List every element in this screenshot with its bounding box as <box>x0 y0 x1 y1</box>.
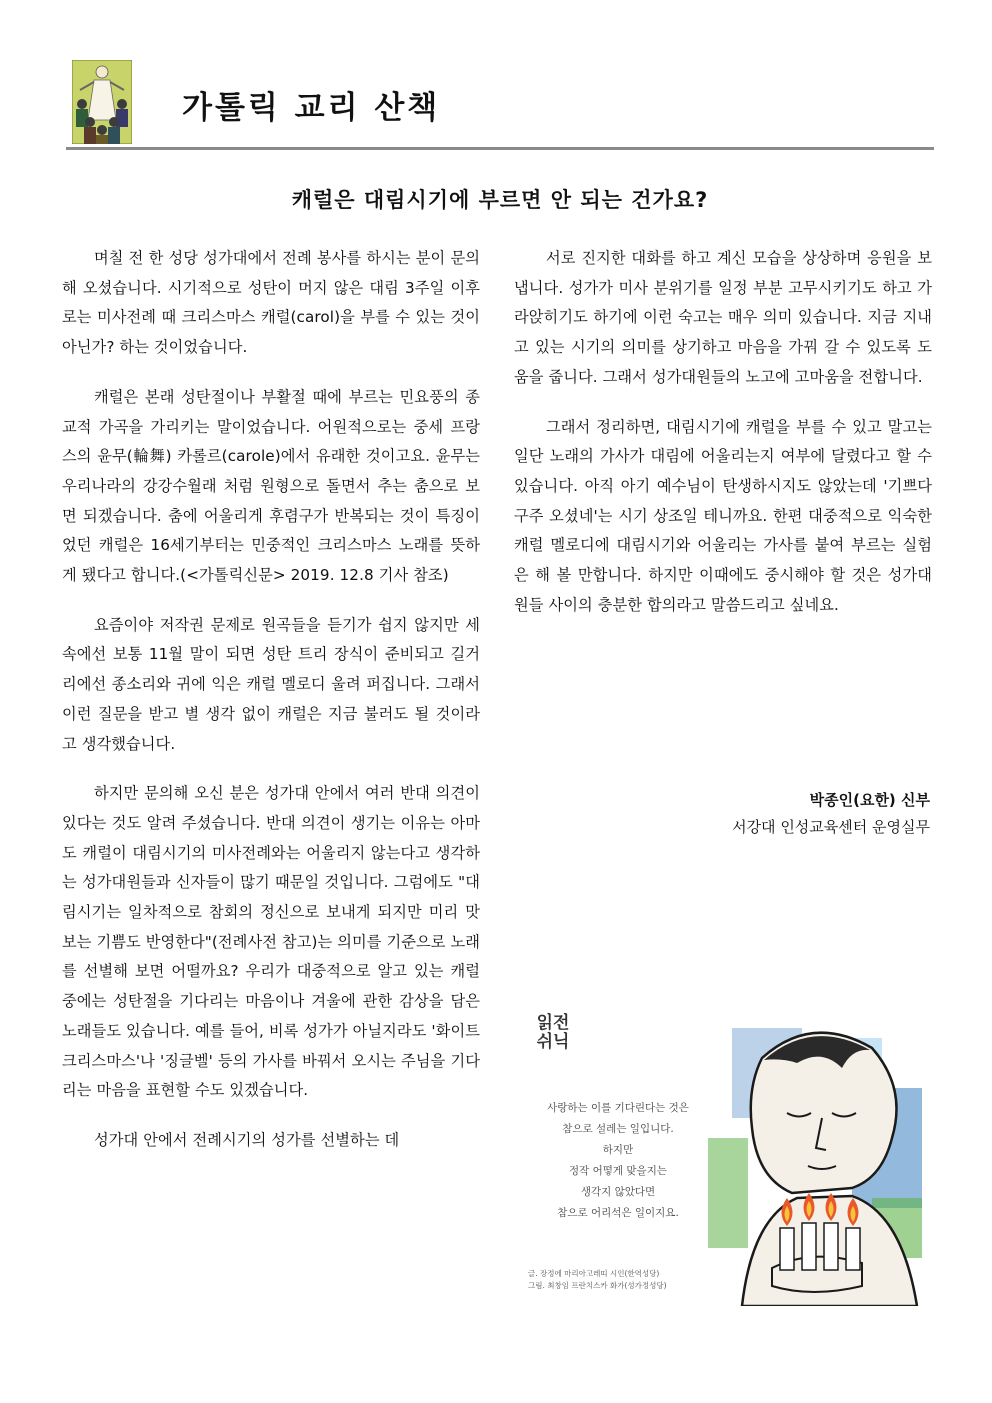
header-divider <box>66 147 934 150</box>
credit-line: 그림. 최창임 프란치스카 화가(성가정성당) <box>528 1281 667 1290</box>
poem-line: 참으로 어리석은 일이지요. <box>557 1207 679 1219</box>
advent-poster <box>514 1012 934 1308</box>
poster-poem <box>538 1098 698 1224</box>
article-column-left <box>62 244 480 1156</box>
poster-credits <box>528 1268 667 1292</box>
poem-line: 사랑하는 이를 기다린다는 것은 <box>547 1102 689 1114</box>
article-title: 캐럴은 대림시기에 부르면 안 되는 건가요? <box>291 188 709 212</box>
praying-figure-with-candles-illustration <box>702 1018 934 1306</box>
page-title: 가톨릭 교리 산책 <box>182 90 441 126</box>
paragraph: 하지만 문의해 오신 분은 성가대 안에서 여러 반대 의견이 있다는 것도 알려 주셨습니다. 반대 의견이 생기는 이유는 아마도 캐럴이 대림시기의 미사전례와는 어울리지 않는다고 생각하는 성가대원들과 신자들이 많기 때문일 것입니다. 그럼에도 "대림시기는 일차적으로 참회의 정신으로 보내게 되지만 미리 맛보는 기쁨도 반영한다"(전례사전 참고)는 의미를 기준으로 노래를 선별해 보면 어떨까요? 우리가 대중적으로 알고 있는 캐럴 중에는 성탄절을 기다리는 마음이나 겨울에 관한 감상을 담은 노래들도 있습니다. 예를 들어, 비록 성가가 아닐지라도 '화이트 크리스마스'나 '징글벨' 등의 가사를 바꿔서 오시는 주님을 기다리는 마음을 표현할 수도 있겠습니다. <box>62 784 480 1100</box>
jesus-disciples-logo <box>72 60 132 144</box>
paragraph: 캐럴은 본래 성탄절이나 부활절 때에 부르는 민요풍의 종교적 가곡을 가리키는 말이었습니다. 어원적으로는 중세 프랑스의 윤무(輪舞) 카롤르(carole)에서 유래한 것이고요. 윤무는 우리나라의 강강수월래 처럼 원형으로 돌면서 추는 춤으로 보면 되겠습니다. 춤에 어울리게 후렴구가 반복되는 것이 특징이었던 캐럴은 16세기부터는 민중적인 크리스마스 노래를 뜻하게 됐다고 합니다.(<가톨릭신문> 2019. 12.8 기사 참조) <box>62 387 480 585</box>
paragraph: 성가대 안에서 전례시기의 성가를 선별하는 데 <box>94 1130 400 1149</box>
paragraph: 서로 진지한 대화를 하고 계신 모습을 상상하며 응원을 보냅니다. 성가가 미사 분위기를 일정 부분 고무시키기도 하고 가라앉히기도 하기에 이런 숙고는 매우 의미 있습니다. 지금 지내고 있는 시기의 의미를 상기하고 마음을 가꿔 갈 수 있도록 도움을 줍니다. 그래서 성가대원들의 노고에 고마움을 전합니다. <box>514 249 932 386</box>
poem-line: 생각지 않았다면 <box>580 1186 656 1198</box>
credit-line: 글. 장정에 마리아고레띠 시인(한역성당) <box>528 1269 660 1278</box>
paragraph: 요즘이야 저작권 문제로 원곡들을 듣기가 쉽지 않지만 세속에선 보통 11월 말이 되면 성탄 트리 장식이 준비되고 길거리에선 종소리와 귀에 익은 캐럴 멜로디 울려 퍼집니다. 그래서 이런 질문을 받고 별 생각 없이 캐럴은 지금 불러도 될 것이라고 생각했습니다. <box>62 615 480 753</box>
poem-line: 정작 어떻게 맞을지는 <box>569 1165 667 1177</box>
page-header <box>66 60 934 150</box>
poster-stamp: 읽전 쉬닉 <box>536 1013 570 1052</box>
article-column-right <box>514 244 932 620</box>
paragraph: 며칠 전 한 성당 성가대에서 전례 봉사를 하시는 분이 문의해 오셨습니다. 시기적으로 성탄이 머지 않은 대림 3주일 이후로는 미사전례 때 크리스마스 캐럴(carol)을 부를 수 있는 것이 아닌가? 하는 것이었습니다. <box>62 249 480 357</box>
poem-line: 참으로 설레는 일입니다. <box>562 1123 674 1135</box>
poem-line: 하지만 <box>602 1144 634 1156</box>
paragraph: 그래서 정리하면, 대림시기에 캐럴을 부를 수 있고 말고는 일단 노래의 가사가 대림에 어울리는지 여부에 달렸다고 할 수 있습니다. 아직 아기 예수님이 탄생하시지도 않았는데 '기쁘다 구주 오셨네'는 시기 상조일 테니까요. 한편 대중적으로 익숙한 캐럴 멜로디에 대림시기와 어울리는 가사를 붙여 부르는 실험은 해 볼 만합니다. 하지만 이때에도 중시해야 할 것은 성가대원들 사이의 충분한 합의라고 말씀드리고 싶네요. <box>514 417 932 614</box>
author-name: 박종인(요한) 신부 <box>809 791 930 809</box>
author-role: 서강대 인성교육센터 운영실무 <box>732 818 930 836</box>
